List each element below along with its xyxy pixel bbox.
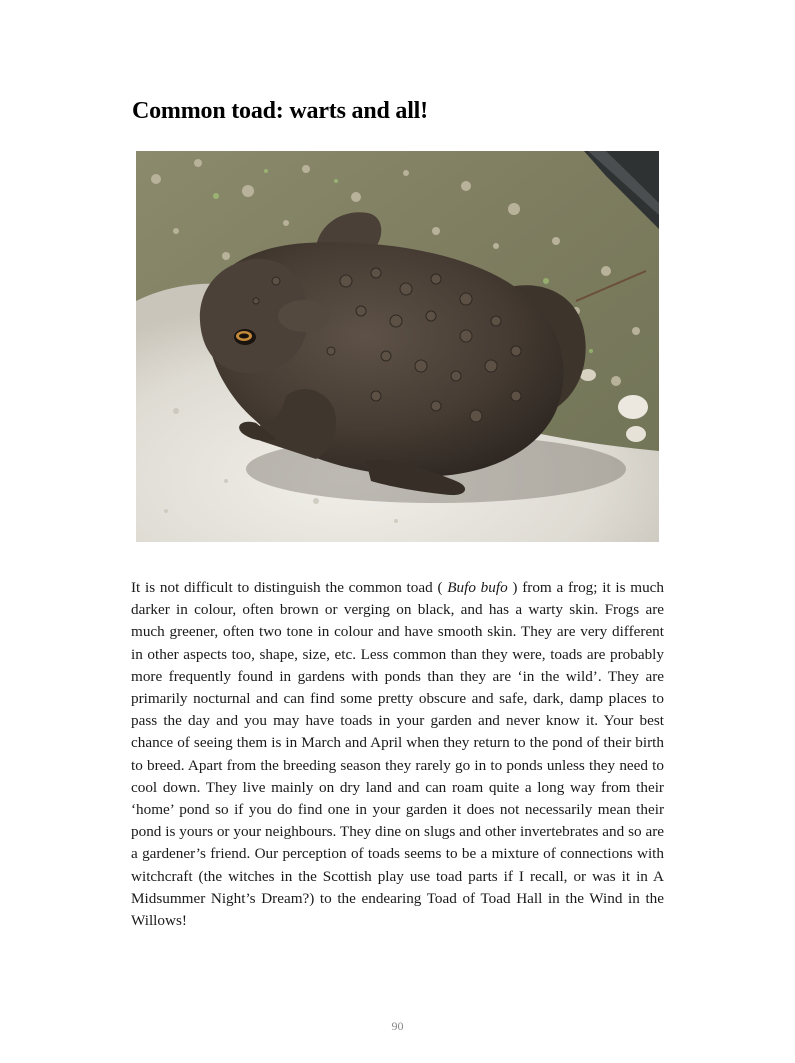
page-number: 90 bbox=[391, 1019, 404, 1033]
toad-photo-illustration bbox=[136, 151, 659, 542]
paragraph-text-start: It is not difficult to distinguish the common toad ( bbox=[131, 579, 448, 596]
page-title: Common toad: warts and all! bbox=[132, 98, 428, 124]
species-name: Bufo bufo bbox=[447, 579, 508, 596]
body-paragraph bbox=[131, 577, 664, 932]
paragraph-text-rest: ) from a frog; it is much darker in colour, often brown or verging on black, and has a warty skin. Frogs are much greener, often two tone in colour and have smooth skin. They are very different in other aspects too, shape, size, etc. Less common than they were, toads are probably more frequently found in gardens with ponds than they are ‘in the wild’. They are primarily nocturnal and can find some pretty obscure and safe, dark, damp places to pass the day and you may have toads in your garden and never know it. Your best chance of seeing them is in March and April when they return to the pond of their birth to breed. Apart from the breeding season they rarely go in to ponds unless they need to cool down. They live mainly on dry land and can roam quite a long way from their ‘home’ pond so if you do find one in your garden it does not necessarily mean their pond is yours or your neighbours. They dine on slugs and other invertebrates and so are a gardener’s friend. Our perception of toads seems to be a mixture of connections with witchcraft (the witches in the Scottish play use toad parts if I recall, or was it in A Midsummer Night’s Dream?) to the endearing Toad of Toad Hall in the Wind in the Willows! bbox=[131, 579, 665, 930]
toad-photo bbox=[136, 151, 659, 542]
